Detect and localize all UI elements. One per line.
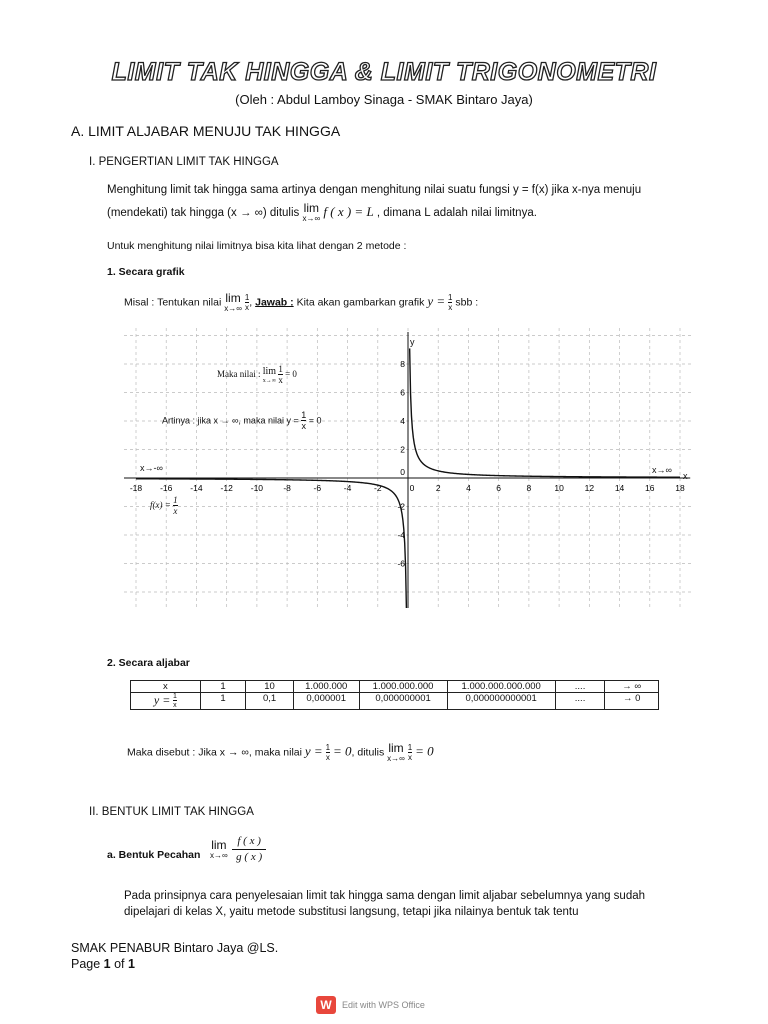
- table-cell: 0,1: [246, 693, 294, 710]
- graph-artinya: Artinya : jika x → ∞, maka nilai y = $\frac{1}{x}$ = 0: [162, 410, 322, 431]
- graph-axis-x-label: x: [683, 471, 688, 481]
- table-cell: 1.000.000.000: [359, 681, 447, 693]
- graph-fx-label: f(x) = $\frac{1}{x}$: [150, 495, 178, 516]
- x-tick-label: 12: [584, 483, 595, 493]
- para-1-line-1: Menghitung limit tak hingga sama artinya dengan menghitung nilai suatu fungsi y = f(x) jika x-nya menuju: [107, 184, 642, 196]
- misal-lim: lim x→∞: [224, 291, 242, 313]
- y-tick-label: 0: [400, 467, 405, 477]
- x-tick-label: -14: [190, 483, 203, 493]
- maka-disebut-line: Maka disebut : Jika x → ∞, maka nilai y = $\frac{1}{x}$ = 0, ditulis lim x→∞ $\frac{1}{x}$ = 0: [127, 741, 434, 763]
- jawab-label: Jawab :: [255, 296, 294, 309]
- page-title: LIMIT TAK HINGGA & LIMIT TRIGONOMETRI: [111, 58, 657, 86]
- para-2: Untuk menghitung nilai limitnya bisa kita lihat dengan 2 metode :: [107, 240, 407, 252]
- table-cell: → 0: [605, 693, 659, 710]
- x-tick-label: 6: [496, 483, 502, 493]
- table-cell: 1.000.000: [293, 681, 359, 693]
- method-2-heading: 2. Secara aljabar: [107, 657, 190, 669]
- misal-post: sbb :: [455, 296, 479, 309]
- wps-logo-icon: W: [316, 996, 336, 1014]
- misal-y-frac: $\frac{1}{x}$: [448, 292, 453, 312]
- y-tick-label: -2: [397, 501, 405, 512]
- y-tick-label: 8: [400, 359, 405, 369]
- x-tick-label: 18: [675, 483, 685, 493]
- table-cell-y-label: y = $\frac{1}{x}$: [131, 693, 201, 710]
- y-tick-label: 2: [400, 444, 405, 455]
- x-tick-label: -6: [313, 483, 322, 493]
- method-1-heading: 1. Secara grafik: [107, 266, 185, 278]
- x-tick-label: -12: [220, 483, 233, 493]
- x-tick-label: -8: [283, 483, 291, 493]
- x-tick-label: -2: [373, 483, 382, 493]
- graph-axis-y-label: y: [410, 337, 415, 347]
- values-table: [130, 680, 659, 710]
- x-tick-label: 14: [614, 483, 625, 493]
- y-tick-label: -6: [397, 558, 405, 569]
- table-cell: ....: [555, 681, 605, 693]
- table-cell: 0,000000000001: [447, 693, 555, 710]
- y-tick-label: -4: [397, 530, 405, 540]
- x-tick-label: 2: [435, 483, 441, 493]
- table-cell: 0,000001: [293, 693, 359, 710]
- y-tick-label: 4: [400, 416, 405, 426]
- table-cell: 1.000.000.000.000: [447, 681, 555, 693]
- graph-maka-nilai: Maka nilai : lim x→∞ $\frac{1}{x}$ = 0: [217, 364, 297, 385]
- table-cell: x: [131, 681, 201, 693]
- x-tick-label: -10: [250, 483, 264, 493]
- curve-right-branch: [410, 348, 680, 477]
- section-ii-heading: II. BENTUK LIMIT TAK HINGGA: [89, 806, 254, 818]
- graph-ticks: [130, 359, 685, 569]
- x-tick-label: 4: [466, 483, 471, 493]
- table-cell: 0,000000001: [359, 693, 447, 710]
- x-tick-label: -4: [343, 483, 352, 493]
- x-tick-label: 16: [645, 483, 655, 493]
- misal-y-eq: y =: [427, 293, 446, 309]
- x-tick-label: -18: [129, 483, 143, 493]
- graph-axes: [124, 332, 690, 608]
- table-cell: 1: [200, 681, 246, 693]
- graph-one-over-x: [124, 328, 692, 608]
- bentuk-pecahan-expr: lim x→∞ $\frac{f ( x )}{g ( x )}$: [210, 836, 266, 863]
- page-subtitle: (Oleh : Abdul Lamboy Sinaga - SMAK Bintaro Jaya): [235, 92, 533, 107]
- table-cell: → ∞: [605, 681, 659, 693]
- table-row-x: [131, 681, 659, 693]
- table-row-y: [131, 693, 659, 710]
- x-tick-label: 10: [554, 483, 564, 493]
- section-i-heading: I. PENGERTIAN LIMIT TAK HINGGA: [89, 156, 279, 168]
- graph-x-pos-inf: x→∞: [652, 465, 672, 475]
- para-1-line-2-post: , dimana L adalah nilai limitnya.: [376, 207, 537, 219]
- wps-label: Edit with WPS Office: [342, 1000, 425, 1010]
- para-3-line-2: dipelajari di kelas X, yaitu metode substitusi langsung, tetapi jika nilainya bentuk tak tentu: [124, 906, 579, 918]
- section-a-heading: A. LIMIT ALJABAR MENUJU TAK HINGGA: [71, 123, 341, 139]
- graph-x-neg-inf: x→-∞: [140, 463, 163, 473]
- footer-school: SMAK PENABUR Bintaro Jaya @LS.: [71, 941, 279, 955]
- misal-pre: Misal : Tentukan nilai: [124, 296, 222, 309]
- wps-watermark[interactable]: [316, 996, 425, 1014]
- misal-frac: $\frac{1}{x}$: [244, 292, 250, 312]
- table-cell: 1: [200, 693, 246, 710]
- misal-mid: Kita akan gambarkan grafik: [296, 296, 425, 309]
- x-tick-label: 0: [409, 483, 415, 493]
- y-tick-label: 6: [400, 387, 405, 398]
- fx-equals-l: f ( x ) = L: [323, 204, 374, 219]
- table-cell: ....: [555, 693, 605, 710]
- bentuk-pecahan-label: a. Bentuk Pecahan: [107, 849, 201, 861]
- misal-line: Misal : Tentukan nilai lim x→∞ $\frac{1}{x}$ , Jawab : Kita akan gambarkan grafik y = $\frac{1}{x}$ sbb :: [124, 291, 479, 313]
- table-cell: 10: [246, 681, 294, 693]
- x-tick-label: 8: [526, 483, 532, 493]
- para-1-line-2: [107, 201, 537, 224]
- para-1-line-2-pre: (mendekati) tak hingga (x → ∞) ditulis: [107, 207, 300, 219]
- para-3-line-1: Pada prinsipnya cara penyelesaian limit tak hingga sama dengan limit aljabar sebelumnya yang sudah: [124, 890, 646, 902]
- footer-page: Page 1 of 1: [71, 957, 135, 971]
- lim-notation: lim x→∞: [302, 201, 321, 224]
- x-tick-label: -16: [160, 483, 173, 493]
